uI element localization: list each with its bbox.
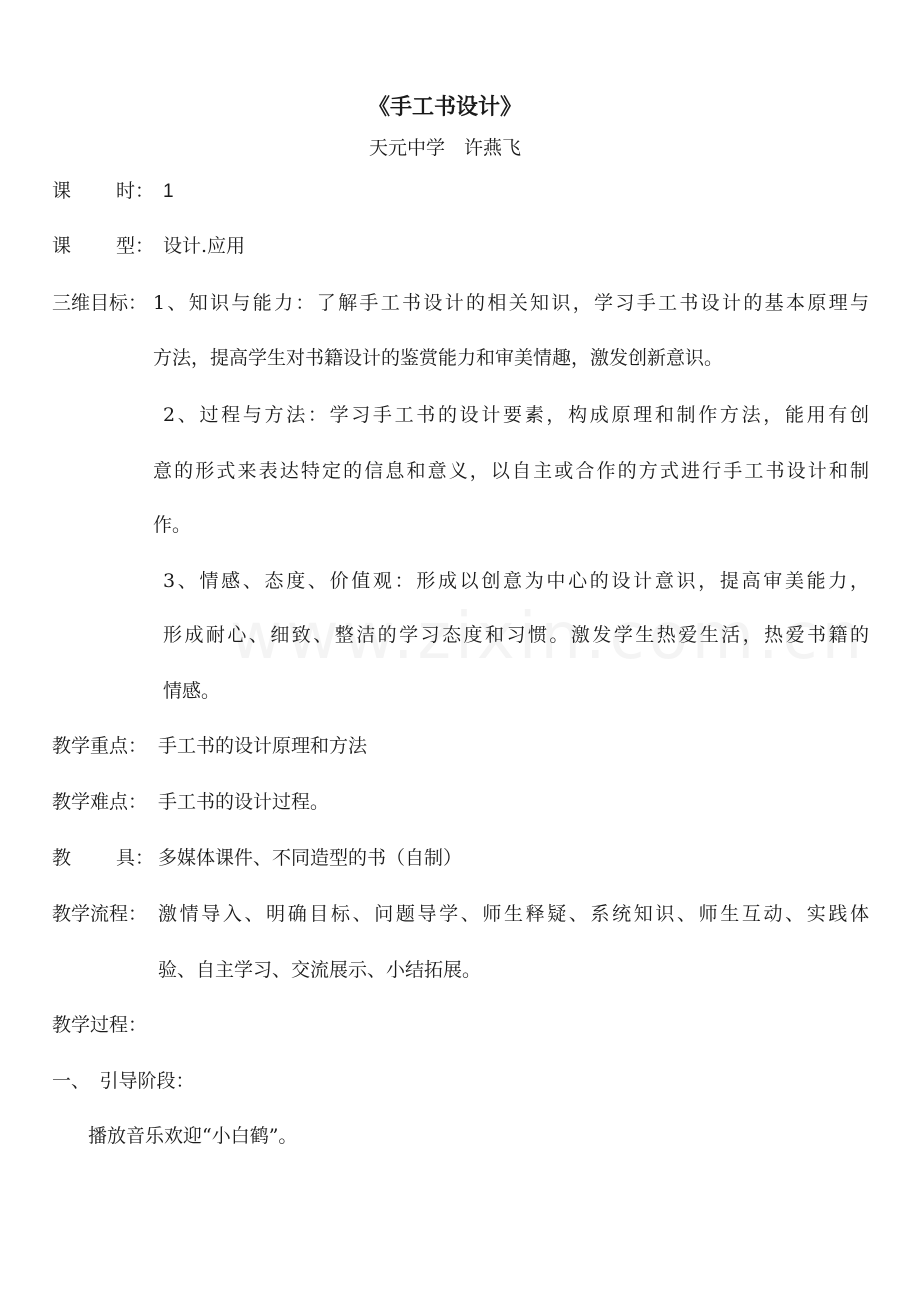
- objective-2-line-3: 作。: [153, 514, 192, 536]
- type-label-2: 型：: [116, 235, 155, 257]
- hours-value: 1: [163, 181, 174, 202]
- difficulties-value: 手工书的设计过程。: [158, 791, 330, 813]
- objective-2-line-1: 2、过程与方法：学习手工书的设计要素，构成原理和制作方法，能用有创: [163, 404, 869, 426]
- tools-value: 多媒体课件、不同造型的书（自制）: [158, 847, 463, 869]
- objective-1-line-1: 1、知识与能力：了解手工书设计的相关知识，学习手工书设计的基本原理与: [153, 292, 869, 314]
- objectives-label: 三维目标：: [52, 292, 148, 314]
- tools-label-1: 教: [52, 847, 72, 869]
- objective-3-line-1: 3、情感、态度、价值观：形成以创意为中心的设计意识，提高审美能力，: [163, 570, 869, 592]
- flow-label: 教学流程：: [52, 903, 148, 925]
- objective-1-line-2: 方法，提高学生对书籍设计的鉴赏能力和审美情趣，激发创新意识。: [153, 347, 724, 369]
- document-title: 《手工书设计》: [367, 94, 522, 120]
- key-points-value: 手工书的设计原理和方法: [158, 735, 368, 757]
- flow-line-1: 激情导入、明确目标、问题导学、师生释疑、系统知识、师生互动、实践体: [158, 903, 869, 925]
- objective-3-line-2: 形成耐心、细致、整洁的学习态度和习惯。激发学生热爱生活，热爱书籍的: [163, 624, 869, 646]
- hours-label-1: 课: [52, 180, 72, 202]
- difficulties-label: 教学难点：: [52, 791, 148, 813]
- tools-label-2: 具：: [116, 847, 155, 869]
- hours-label-2: 时：: [116, 180, 155, 202]
- flow-line-2: 验、自主学习、交流展示、小结拓展。: [158, 959, 482, 981]
- objective-2-line-2: 意的形式来表达特定的信息和意义，以自主或合作的方式进行手工书设计和制: [153, 460, 869, 482]
- stage-1-heading: 一、 引导阶段：: [52, 1070, 195, 1092]
- process-label: 教学过程：: [52, 1014, 148, 1036]
- type-value: 设计.应用: [163, 235, 246, 257]
- key-points-label: 教学重点：: [52, 735, 148, 757]
- objective-3-line-3: 情感。: [163, 680, 221, 702]
- type-label-1: 课: [52, 235, 72, 257]
- stage-1-text: 播放音乐欢迎“小白鹤”。: [88, 1125, 298, 1147]
- author-line: 天元中学 许燕飞: [368, 137, 521, 159]
